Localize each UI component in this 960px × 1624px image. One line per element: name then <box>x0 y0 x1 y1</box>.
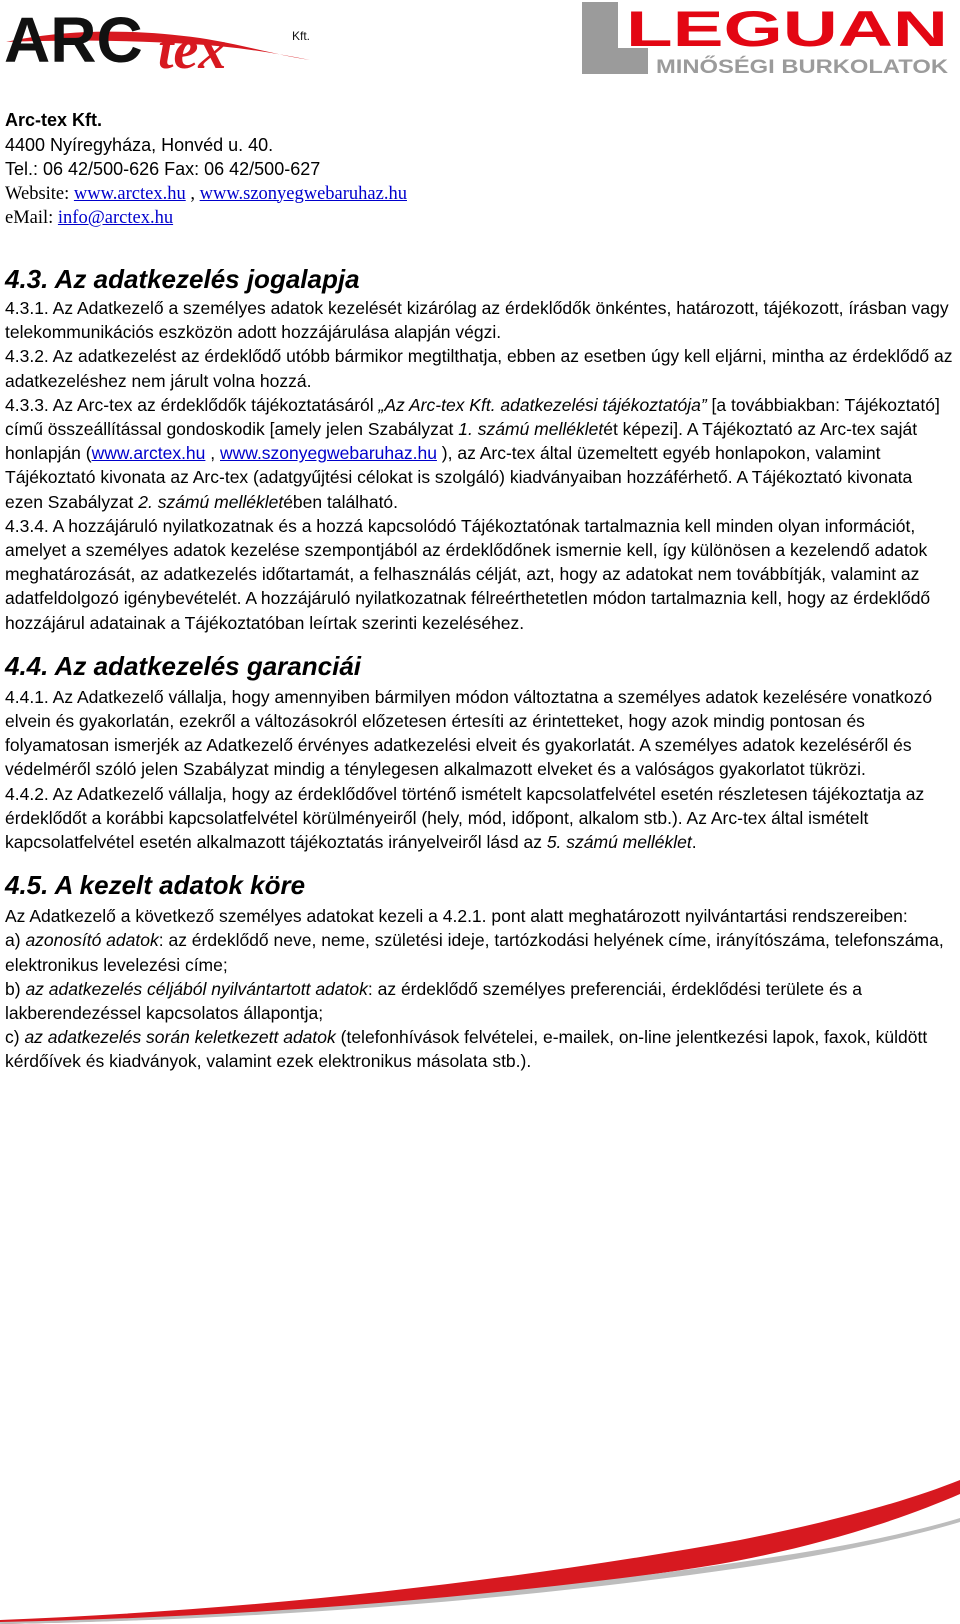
email-link[interactable]: info@arctex.hu <box>57 208 174 228</box>
section-heading-4-5: 4.5. A kezelt adatok köre <box>5 870 306 901</box>
company-info <box>5 108 407 231</box>
svg-text:ARC: ARC <box>4 4 143 76</box>
website-link-arctex[interactable]: www.arctex.hu <box>73 183 186 204</box>
svg-text:tex: tex <box>158 19 227 81</box>
paragraph-4-5-intro: Az Adatkezelő a következő személyes adatokat kezeli a 4.2.1. pont alatt meghatározott nyilvántartási rendszereiben: <box>5 906 908 927</box>
footer-swoosh-decoration <box>0 1460 960 1624</box>
paragraph-4-3-3: 4.3.3. Az Arc-tex az érdeklődők tájékoztatásáról „Az Arc-tex Kft. adatkezelési tájékoztatója” [a továbbiakban: Tájékoztató] című összeállítással gondoskodik [amely jelen Szabályzat 1. számú mellékletét képezi]. A Tájékoztató az Arc-tex saját honlapján (www.arctex.hu , www.szonyegwebaruhaz.hu ), az Arc-tex által üzemeltett egyéb honlapokon, valamint Tájékoztató kivonata az Arc-tex (adatgyűjtési célokat is szolgáló) kiadványaiban hozzáférhető. A Tájékoztató kivonata ezen Szabályzat 2. számú mellékletében található. <box>5 394 940 512</box>
svg-text:Kft.: Kft. <box>292 29 311 43</box>
company-phone: Tel.: 06 42/500-626 Fax: 06 42/500-627 <box>5 159 321 179</box>
svg-text:LEGUAN: LEGUAN <box>626 2 948 57</box>
company-website-line <box>5 182 407 207</box>
arctex-logo <box>0 0 330 90</box>
company-name: Arc-tex Kft. <box>5 110 103 130</box>
list-item-b: b) az adatkezelés céljából nyilvántartott adatok: az érdeklődő személyes preferenciái, érdeklődési területe és a lakberendezéssel kapcsolatos állapontja; <box>5 978 863 1024</box>
company-address: 4400 Nyíregyháza, Honvéd u. 40. <box>5 134 274 155</box>
link-arctex[interactable]: www.arctex.hu <box>91 443 206 464</box>
document-body <box>5 262 955 1074</box>
svg-text:MINŐSÉGI BURKOLATOK: MINŐSÉGI BURKOLATOK <box>656 57 890 78</box>
website-label: Website: <box>5 183 70 204</box>
company-email-line <box>5 206 407 231</box>
email-label: eMail: <box>5 208 54 228</box>
website-separator: , <box>185 183 200 204</box>
paragraph-4-3-2: 4.3.2. Az adatkezelést az érdeklődő utóbb bármikor megtilthatja, ebben az esetben úgy kell eljárni, mintha az érdeklődő az adatkezeléshez nem járult volna hozzá. <box>5 346 953 391</box>
section-heading-4-3: 4.3. Az adatkezelés jogalapja <box>5 264 360 294</box>
website-link-szonyeg[interactable]: www.szonyegwebaruhaz.hu <box>199 183 407 204</box>
paragraph-4-4-1: 4.4.1. Az Adatkezelő vállalja, hogy amennyiben bármilyen módon változtatna a személyes adatok kezelésére vonatkozó elvein és gyakorlatán, ezekről a változásokról előzetesen értesíti az érintetteket, hogy azok mindig pontosan és folyamatosan ismerjék az Adatkezelő érvényes adatkezelési elveit és gyakorlatát. A személyes adatok kezeléséről és védelméről szóló jelen Szabályzat mindig a ténylegesen alkalmazott elveket és a valóságos gyakorlatot tükrözi. <box>5 686 933 780</box>
paragraph-4-4-2: 4.4.2. Az Adatkezelő vállalja, hogy az érdeklődővel történő ismételt kapcsolatfelvétel esetén részletesen tájékoztatja az érdeklődőt a korábbi kapcsolatfelvétel körülményeiről (hely, mód, időpont, alkalom stb.). Az Arc-tex által ismételt kapcsolatfelvétel esetén alkalmazott tájékoztatás irányelveiről lásd az 5. számú melléklet. <box>5 783 925 853</box>
paragraph-4-3-4: 4.3.4. A hozzájáruló nyilatkozatnak és a hozzá kapcsolódó Tájékoztatónak tartalmaznia kell minden olyan információt, amelyet a személyes adatok kezelése szempontjából az érdeklődőnek ismernie kell, így különösen a kezelendő adatok meghatározását, az adatkezelés időtartamát, a felhasználás célját, azt, hogy az adatokat nem továbbítják, valamint az adatfeldolgozó igénybevételét. A hozzájáruló nyilatkozatnak félreérthetetlen módon tartalmaznia kell, hogy az érdeklődő hozzájárul adatainak a Tájékoztatóban leírtak szerinti kezeléséhez. <box>5 515 931 633</box>
link-szonyegwebaruhaz[interactable]: www.szonyegwebaruhaz.hu <box>220 443 437 464</box>
section-heading-4-4: 4.4. Az adatkezelés garanciái <box>5 650 362 681</box>
paragraph-4-3-1: 4.3.1. Az Adatkezelő a személyes adatok kezelését kizárólag az érdeklődők önkéntes, határozott, tájékozott, írásban vagy telekommunikációs eszközön adott hozzájárulása alapján végzi. <box>5 298 949 343</box>
list-item-c: c) az adatkezelés során keletkezett adatok (telefonhívások felvételei, e-mailek, on-line jelentkezési lapok, faxok, küldött kérdőívek és kiadványok, valamint ezek elektronikus másolata stb.). <box>5 1027 928 1072</box>
leguan-logo <box>582 2 954 78</box>
list-item-a: a) azonosító adatok: az érdeklődő neve, neme, születési ideje, tartózkodási helyének címe, irányítószáma, telefonszáma, elektronikus levelezési címe; <box>5 930 944 975</box>
